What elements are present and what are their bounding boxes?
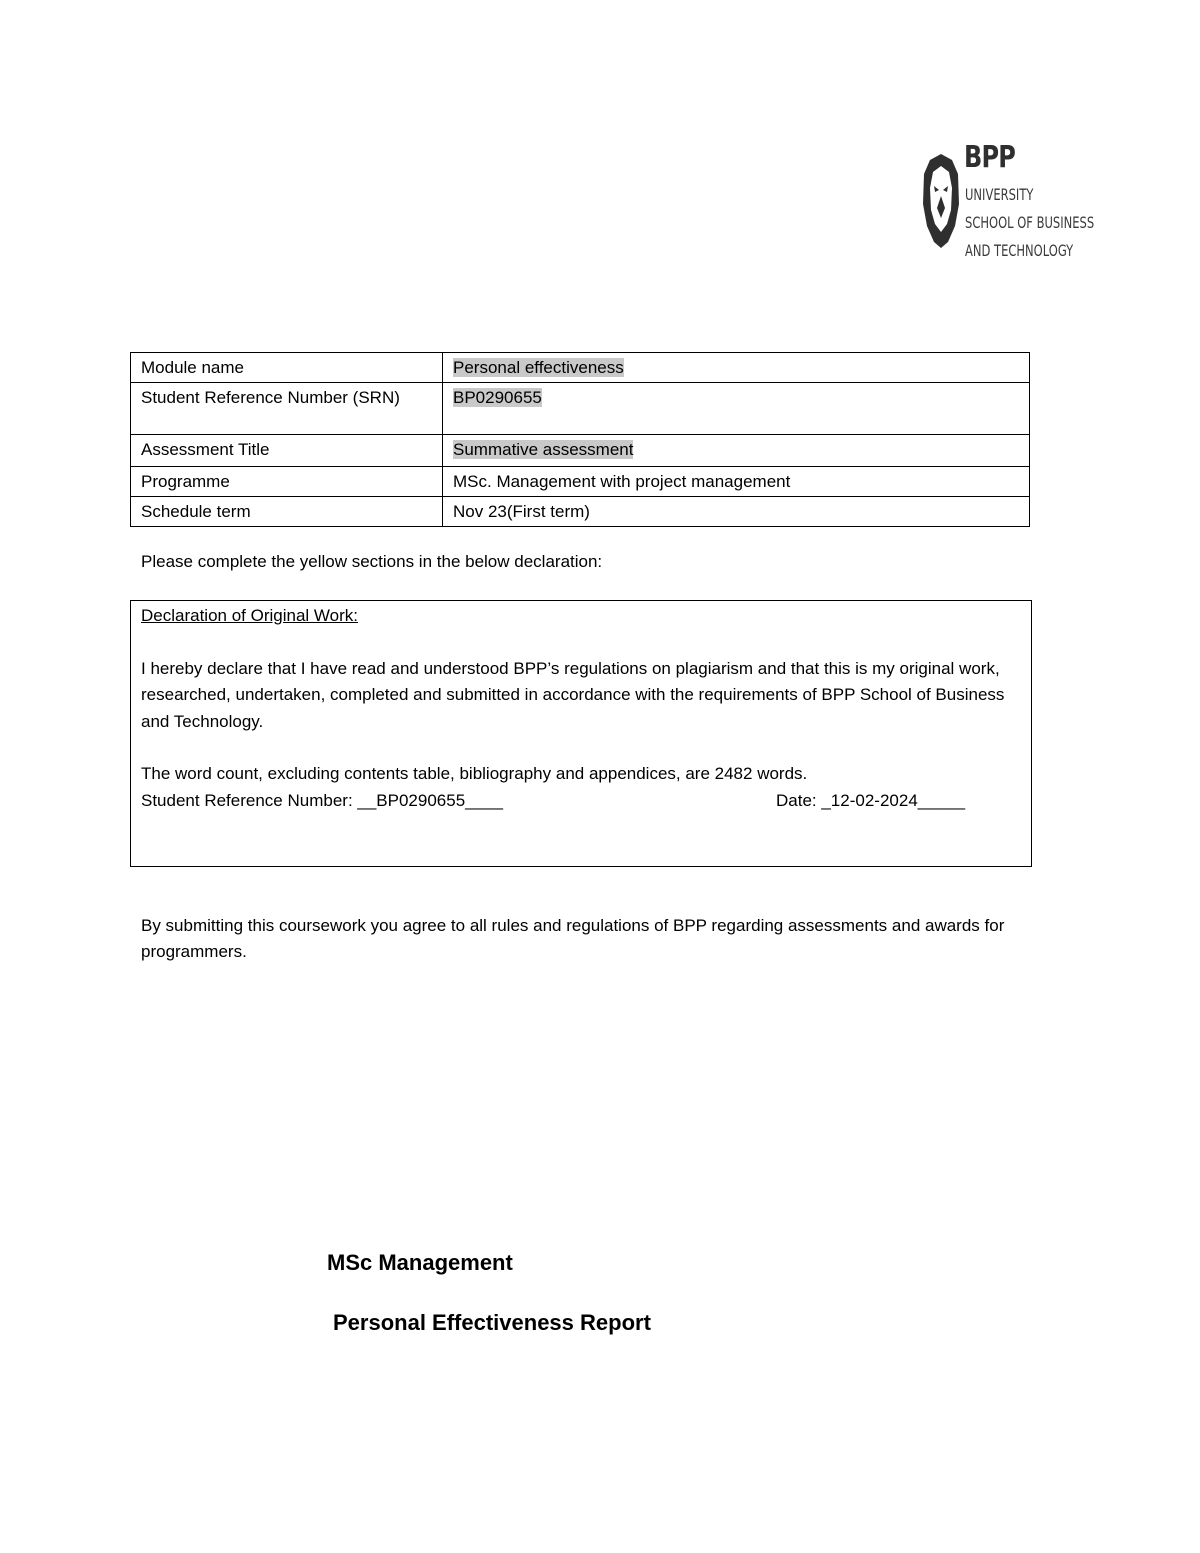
assessment-title-cell <box>443 435 1030 467</box>
logo-technology: AND TECHNOLOGY <box>965 241 1074 260</box>
table-row <box>131 435 1030 467</box>
module-name-value: Personal effectiveness <box>453 358 624 377</box>
report-title: Personal Effectiveness Report <box>333 1310 651 1335</box>
agreement-text: By submitting this coursework you agree to all rules and regulations of BPP regarding assessments and awards for programmers. <box>141 916 1005 961</box>
srn-date-row <box>141 788 1021 815</box>
declaration-date: Date: _12-02-2024_____ <box>776 790 966 810</box>
programme-value: MSc. Management with project management <box>443 467 1030 497</box>
table-row <box>131 353 1030 383</box>
logo-school: SCHOOL OF BUSINESS <box>965 213 1095 232</box>
bpp-logo <box>920 140 1100 265</box>
table-row <box>131 467 1030 497</box>
declaration-heading: Declaration of Original Work: <box>141 606 358 625</box>
lion-head-icon <box>922 152 960 250</box>
module-name-label: Module name <box>131 353 443 383</box>
table-row <box>131 383 1030 435</box>
declaration-box <box>130 600 1032 867</box>
report-title-programme: MSc Management <box>327 1250 513 1275</box>
logo-university: UNIVERSITY <box>965 185 1034 204</box>
assessment-title-label: Assessment Title <box>131 435 443 467</box>
module-name-cell <box>443 353 1030 383</box>
word-count-text: The word count, excluding contents table, bibliography and appendices, are 2482 words. <box>141 764 808 783</box>
srn-label: Student Reference Number (SRN) <box>131 383 443 435</box>
srn-value: BP0290655 <box>453 388 542 407</box>
assessment-title-value: Summative assessment <box>453 440 634 459</box>
schedule-term-value: Nov 23(First term) <box>443 497 1030 527</box>
table-row <box>131 497 1030 527</box>
declaration-body: I hereby declare that I have read and understood BPP’s regulations on plagiarism and that this is my original work, researched, undertaken, completed and submitted in accordance with the requirements of BPP School of Business and Technology. <box>141 658 1005 731</box>
schedule-term-label: Schedule term <box>131 497 443 527</box>
srn-cell <box>443 383 1030 435</box>
programme-label: Programme <box>131 467 443 497</box>
instruction-text: Please complete the yellow sections in the below declaration: <box>141 552 603 571</box>
assessment-info-table <box>130 352 1030 527</box>
logo-wordmark: BPP <box>964 140 1016 175</box>
declaration-srn: Student Reference Number: __BP0290655____ <box>141 790 503 810</box>
